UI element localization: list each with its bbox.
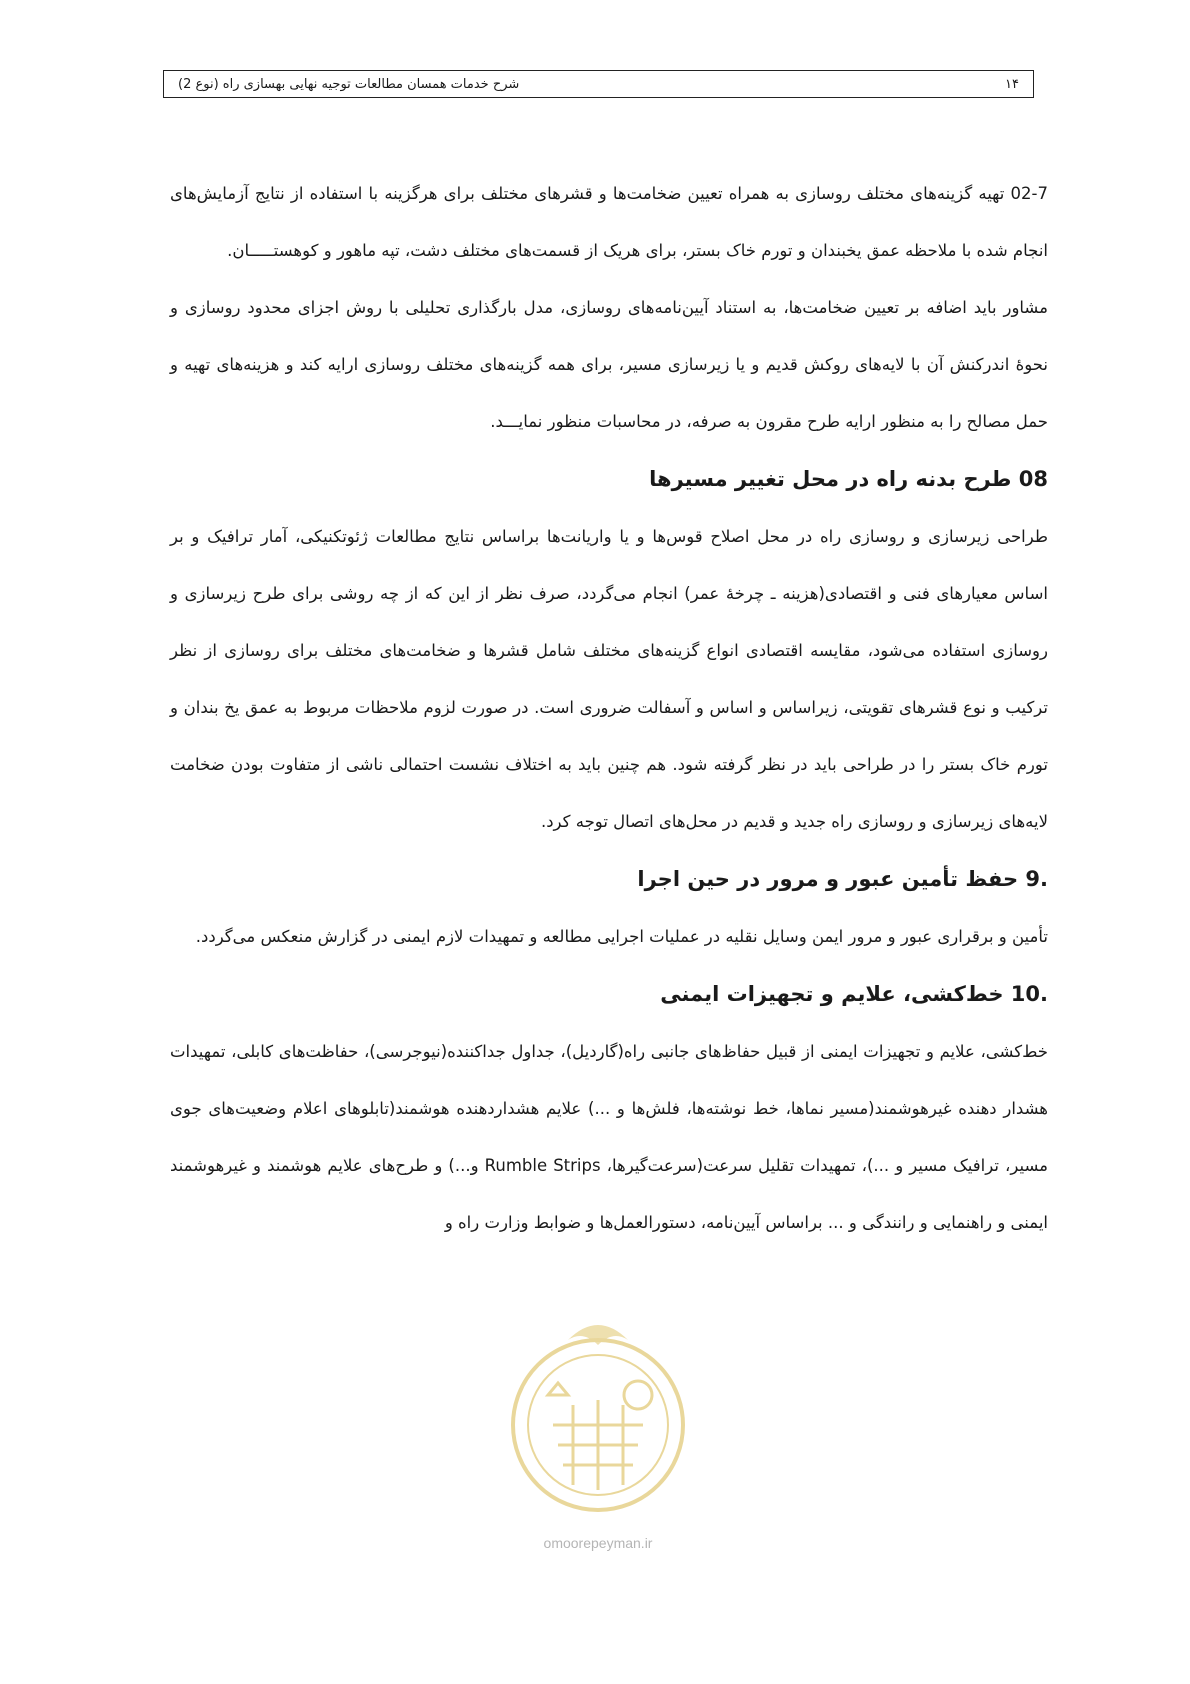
page-number: ۱۴	[1005, 76, 1019, 92]
page-header	[163, 70, 1034, 98]
watermark-logo	[498, 1300, 698, 1530]
section-heading-10: .10 خط‌کشی، علایم و تجهیزات ایمنی	[660, 982, 1048, 1006]
paragraph-traffic-safety: تأمین و برقراری عبور و مرور ایمن وسایل نقلیه در عملیات اجرایی مطالعه و تمهیدات لازم ایمنی در گزارش منعکس می‌گردد.	[195, 927, 1048, 946]
document-title: شرح خدمات همسان مطالعات توجیه نهایی بهسازی راه (نوع 2)	[178, 76, 520, 92]
paragraph-consultant-analysis: مشاور باید اضافه بر تعیین ضخامت‌ها، به استناد آیین‌نامه‌های روسازی، مدل بارگذاری تحلیلی با روش اجزای محدود روسازی و نحوهٔ اندرکنش آن با لایه‌های روکش قدیم و یا زیرسازی مسیر، برای همه گزینه‌های مختلف روسازی ارایه کند و هزینه‌های تهیه و حمل مصالح را به منظور ارایه طرح مقرون به صرفه، در محاسبات منظور نمایـــد.	[170, 298, 1048, 431]
paragraph-marking-signs: خط‌کشی، علایم و تجهیزات ایمنی از قبیل حفاظ‌های جانبی راه(گاردیل)، جداول جداکننده(نیوجرسی)، حفاظت‌های کابلی، تمهیدات هشدار دهنده غیرهوشمند(مسیر نماها، خط نوشته‌ها، فلش‌ها و ...) علایم هشداردهنده هوشمند(تابلوهای اعلام وضعیت‌های جوی مسیر، ترافیک مسیر و ...)، تمهیدات تقلیل سرعت(سرعت‌گیرها، Rumble Strips و...) و طرح‌های علایم هوشمند و غیرهوشمند ایمنی و راهنمایی و رانندگی و ... براساس آیین‌نامه، دستورالعمل‌ها و ضوابط وزارت راه و	[170, 1042, 1048, 1232]
watermark-url: omoorepeyman.ir	[543, 1535, 653, 1551]
page-body	[170, 165, 1048, 1251]
section-heading-08: 08 طرح بدنه راه در محل تغییر مسیرها	[649, 467, 1048, 491]
paragraph-pavement-options: 02-7 تهیه گزینه‌های مختلف روسازی به همراه تعیین ضخامت‌ها و قشرهای مختلف برای هرگزینه با استفاده از نتایج آزمایش‌های انجام شده با ملاحظه عمق یخبندان و تورم خاک بستر، برای هریک از قسمت‌های مختلف دشت، تپه ماهور و کوهستـــــان.	[170, 184, 1048, 260]
paragraph-road-body-design: طراحی زیرسازی و روسازی راه در محل اصلاح قوس‌ها و یا واریانت‌ها براساس نتایج مطالعات ژئوتکنیکی، آمار ترافیک و بر اساس معیارهای فنی و اقتصادی(هزینه ـ چرخهٔ عمر) انجام می‌گردد، صرف نظر از این که از چه روشی برای طرح زیرسازی و روسازی استفاده می‌شود، مقایسه اقتصادی انواع گزینه‌های مختلف شامل قشرها و ضخامت‌های مختلف برای روسازی از نظر ترکیب و نوع قشرهای تقویتی، زیراساس و اساس و آسفالت ضروری است. در صورت لزوم ملاحظات مربوط به عمق یخ بندان و تورم خاک بستر را در طراحی باید در نظر گرفته شود. هم چنین باید به اختلاف نشست احتمالی ناشی از متفاوت بودن ضخامت لایه‌های زیرسازی و روسازی راه جدید و قدیم در محل‌های اتصال توجه کرد.	[170, 527, 1048, 831]
section-heading-9: .9 حفظ تأمین عبور و مرور در حین اجرا	[637, 867, 1048, 891]
